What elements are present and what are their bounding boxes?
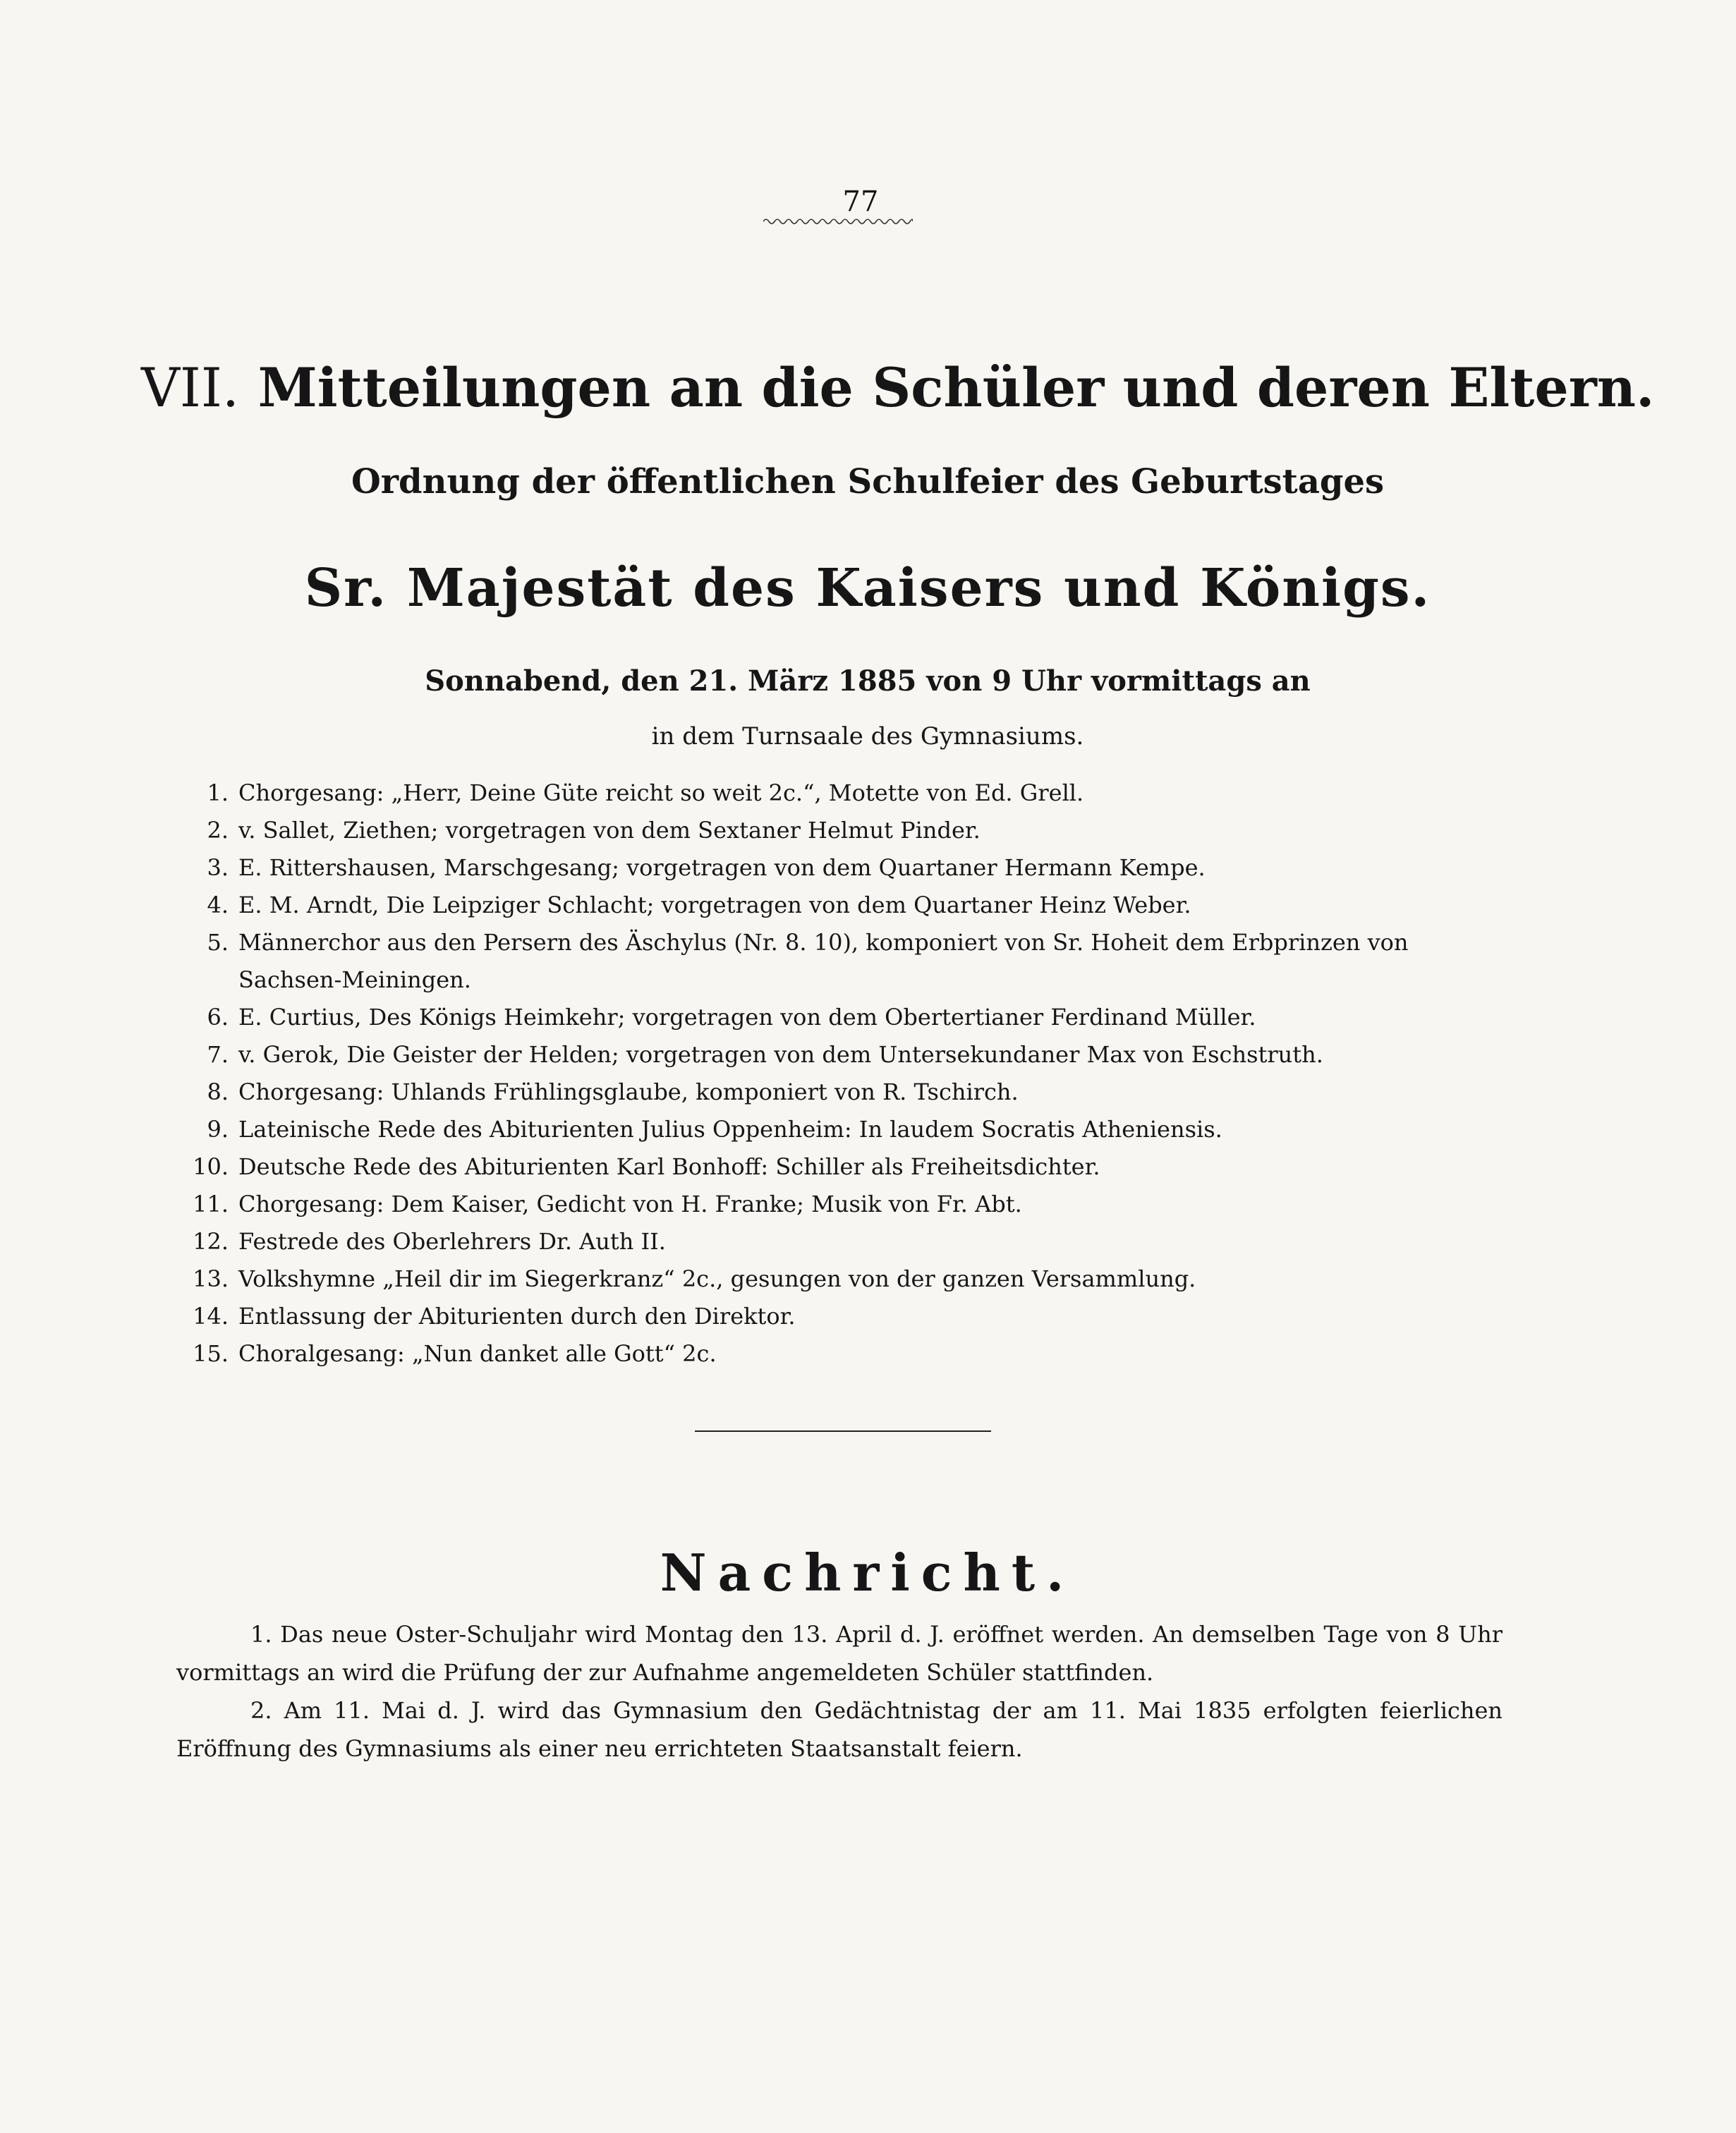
- programme-item: [176, 1111, 1517, 1148]
- programme-item-number: 10.: [193, 1153, 229, 1180]
- programme-item-text: Entlassung der Abiturienten durch den Direktor.: [238, 1303, 796, 1330]
- programme-item-number: 13.: [193, 1265, 229, 1292]
- programme-item-number: 14.: [193, 1303, 229, 1330]
- programme-item-text: v. Sallet, Ziethen; vorgetragen von dem Sextaner Helmut Pinder.: [238, 817, 981, 844]
- programme-item: [176, 1148, 1517, 1186]
- programme-item-number: 6.: [207, 1004, 229, 1031]
- programme-item-text: E. Rittershausen, Marschgesang; vorgetragen von dem Quartaner Hermann Kempe.: [238, 854, 1206, 881]
- programme-item: [176, 1260, 1517, 1298]
- programme-item-text: Festrede des Oberlehrers Dr. Auth II.: [238, 1228, 666, 1255]
- programme-item-text: Deutsche Rede des Abiturienten Karl Bonhoff: Schiller als Freiheitsdichter.: [238, 1153, 1100, 1180]
- page-number: 77: [842, 186, 879, 218]
- notice-paragraph: 2. Am 11. Mai d. J. wird das Gymnasium den Gedächtnistag der am 11. Mai 1835 erfolgten feierlichen Eröffnung des Gymnasiums als einer neu errichteten Staatsanstalt feiern.: [176, 1697, 1503, 1762]
- programme-item-text: Chorgesang: Dem Kaiser, Gedicht von H. Franke; Musik von Fr. Abt.: [238, 1191, 1022, 1217]
- programme-item-text: Choralgesang: „Nun danket alle Gott“ 2c.: [238, 1340, 717, 1367]
- majesty-title: Sr. Majestät des Kaisers und Königs.: [304, 558, 1431, 619]
- section-divider: [695, 1430, 991, 1432]
- programme-item: [176, 1223, 1517, 1260]
- section-title-text: Mitteilungen an die Schüler und deren Eltern.: [257, 356, 1655, 419]
- programme-item-number: 2.: [207, 817, 229, 844]
- programme-item-text: E. Curtius, Des Königs Heimkehr; vorgetragen von dem Obertertianer Ferdinand Müller.: [238, 1004, 1256, 1031]
- ceremony-date: Sonnabend, den 21. März 1885 von 9 Uhr vormittags an: [425, 664, 1311, 698]
- programme-item-number: 15.: [193, 1340, 229, 1367]
- programme-item: [176, 1074, 1517, 1111]
- programme-item: [176, 1186, 1517, 1223]
- section-title: [141, 353, 1655, 423]
- programme-item-number: 1.: [207, 779, 229, 806]
- programme-item: [176, 1298, 1517, 1335]
- programme-item-text: Chorgesang: „Herr, Deine Güte reicht so weit 2c.“, Motette von Ed. Grell.: [238, 779, 1084, 806]
- programme-item: [176, 1036, 1517, 1074]
- programme-item: [176, 1335, 1517, 1373]
- ceremony-order-title: Ordnung der öffentlichen Schulfeier des Geburtstages: [351, 462, 1385, 502]
- programme-item-text: Männerchor aus den Persern des Äschylus (Nr. 8. 10), komponiert von Sr. Hoheit dem Erbprinzen von Sachsen-Meiningen.: [238, 929, 1409, 993]
- programme-item-text: E. M. Arndt, Die Leipziger Schlacht; vorgetragen von dem Quartaner Heinz Weber.: [238, 892, 1191, 918]
- programme-item: [176, 924, 1517, 999]
- programme-item-number: 3.: [207, 854, 229, 881]
- section-numeral: VII.: [141, 356, 240, 419]
- ceremony-venue: in dem Turnsaale des Gymnasiums.: [651, 722, 1084, 750]
- notice-paragraph: 1. Das neue Oster-Schuljahr wird Montag den 13. April d. J. eröffnet werden. An demselben Tage von 8 Uhr vormittags an wird die Prüfung der zur Aufnahme angemeldeten Schüler stattfinden.: [176, 1621, 1503, 1686]
- programme-item-text: Chorgesang: Uhlands Frühlingsglaube, komponiert von R. Tschirch.: [238, 1078, 1019, 1105]
- programme-list: [176, 774, 1517, 1373]
- programme-item-number: 12.: [193, 1228, 229, 1255]
- programme-item: [176, 849, 1517, 887]
- programme-item-text: Volkshymne „Heil dir im Siegerkranz“ 2c., gesungen von der ganzen Versammlung.: [238, 1265, 1196, 1292]
- programme-item-number: 4.: [207, 892, 229, 918]
- programme-item-number: 11.: [193, 1191, 229, 1217]
- programme-item-number: 5.: [207, 929, 229, 956]
- programme-item: [176, 812, 1517, 849]
- programme-item-text: Lateinische Rede des Abiturienten Julius Oppenheim: In laudem Socratis Atheniensis.: [238, 1116, 1222, 1143]
- programme-item-number: 9.: [207, 1116, 229, 1143]
- programme-item-text: v. Gerok, Die Geister der Helden; vorgetragen von dem Untersekundaner Max von Eschstruth.: [238, 1041, 1323, 1068]
- programme-item-number: 7.: [207, 1041, 229, 1068]
- page-number-ornament: [763, 217, 913, 226]
- programme-item: [176, 887, 1517, 924]
- programme-item: [176, 999, 1517, 1036]
- programme-item-number: 8.: [207, 1078, 229, 1105]
- nachricht-title: Nachricht.: [660, 1543, 1076, 1603]
- programme-item: [176, 774, 1517, 812]
